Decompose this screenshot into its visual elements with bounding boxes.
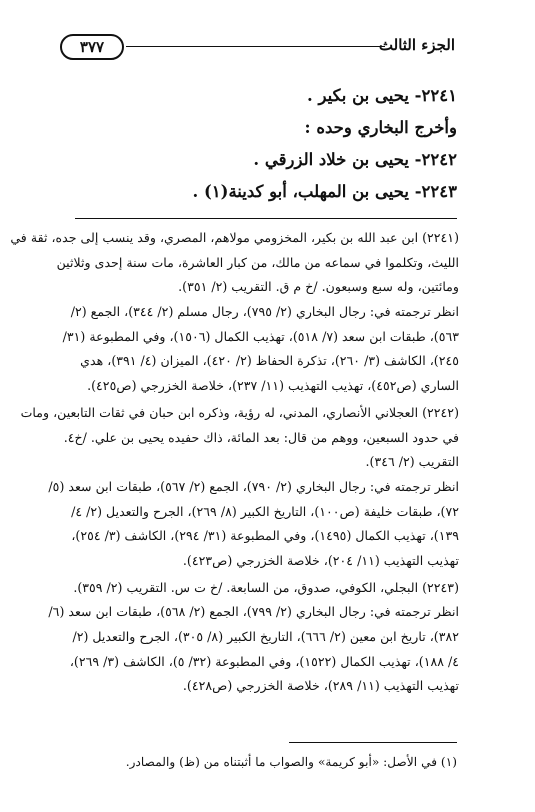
main-entries	[75, 80, 457, 208]
note-line: في حدود السبعين، ووهم من قال: بعد المائة، ذاك حفيده يحيى بن علي. /خ٤.	[63, 429, 459, 445]
note-line: ١٣٩)، تهذيب الكمال (١٤٩٥)، وفي المطبوعة (٣١/ ٢٩٤)، الكاشف (٣/ ٢٥٤)،	[71, 528, 459, 544]
header-rule	[126, 46, 385, 47]
note-line: (٢٢٤٢) العجلاني الأنصاري، المدني، له رؤية، وذكره ابن حبان في ثقات التابعين، ومات	[20, 404, 459, 420]
note-line: (٢٢٤٣) البجلي، الكوفي، صدوق، من السابعة. /خ ت س. التقريب (٢/ ٣٥٩).	[73, 579, 459, 595]
volume-title: الجزء الثالث	[378, 36, 455, 54]
note-2243	[48, 576, 459, 699]
note-line: ٣٨٢)، تاريخ ابن معين (٢/ ٦٦٦)، التاريخ الكبير (٨/ ٣٠٥)، الجرح والتعديل (٢/	[72, 629, 459, 644]
footnote: (١) في الأصل: «أبو كريمة» والصواب ما أثبتناه من (ظ) والمصادر.	[125, 755, 457, 769]
note-line: تهذيب التهذيب (١١/ ٢٠٤)، خلاصة الخزرجي (ص٤٢٣).	[182, 552, 459, 568]
note-2242	[20, 401, 459, 574]
notes-separator	[75, 218, 457, 219]
note-line: ومائتين، وله سبع وسبعون. /خ م ق. التقريب (٢/ ٣٥١).	[178, 279, 459, 295]
note-line: ٧٢)، طبقات خليفة (ص١٠٠)، التاريخ الكبير (٨/ ٢٦٩)، الجرح والتعديل (٢/ ٤/	[71, 503, 459, 519]
entry-2241: ٢٢٤١- يحيى بن بكير .	[307, 86, 457, 105]
footnote-separator	[289, 742, 457, 743]
note-line: الساري (ص٤٥٢)، تهذيب التهذيب (١١/ ٢٣٧)، خلاصة الخزرجي (ص٤٢٥).	[87, 378, 459, 394]
note-line: تهذيب التهذيب (١١/ ٢٨٩)، خلاصة الخزرجي (ص٤٢٨).	[182, 678, 459, 694]
note-line: انظر ترجمته في: رجال البخاري (٢/ ٧٩٩)، الجمع (٢/ ٥٦٨)، طبقات ابن سعد (٦/	[48, 604, 459, 620]
note-line: انظر ترجمته في: رجال البخاري (٢/ ٧٩٠)، الجمع (٢/ ٥٦٧)، طبقات ابن سعد (٥/	[48, 478, 459, 494]
page-header	[60, 34, 455, 60]
note-line: ٢٤٥)، الكاشف (٣/ ٢٦٠)، تذكرة الحفاظ (٢/ ٤٢٠)، الميزان (٤/ ٣٩١)، هدي	[80, 353, 459, 369]
note-line: التقريب (٢/ ٣٤٦).	[365, 454, 459, 470]
page-number-badge: ٣٧٧	[60, 34, 124, 60]
section-heading-bukhari-alone: وأخرج البخاري وحده :	[304, 118, 457, 137]
note-line: ٤/ ١٨٨)، تهذيب الكمال (١٥٢٢)، وفي المطبوعة (٣٢/ ٥)، الكاشف (٣/ ٢٦٩)،	[69, 653, 459, 669]
note-line: ٥٦٣)، طبقات ابن سعد (٧/ ٥١٨)، تهذيب الكمال (١٥٠٦)، وفي المطبوعة (٣١/	[62, 328, 459, 344]
note-line: (٢٢٤١) ابن عبد الله بن بكير، المخزومي مولاهم، المصري، وقد ينسب إلى جده، ثقة في	[10, 230, 459, 245]
biographical-notes	[10, 226, 459, 701]
note-line: انظر ترجمته في: رجال البخاري (٢/ ٧٩٥)، رجال مسلم (٢/ ٣٤٤)، الجمع (٢/	[70, 304, 459, 320]
entry-2243: ٢٢٤٣- يحيى بن المهلب، أبو كدينة(١) .	[192, 182, 457, 201]
entry-2242: ٢٢٤٢- يحيى بن خلاد الزرقي .	[253, 150, 457, 169]
note-2241	[10, 226, 459, 399]
note-line: الليث، وتكلموا في سماعه من مالك، من كبار العاشرة، مات سنة إحدى وثلاثين	[56, 254, 459, 270]
